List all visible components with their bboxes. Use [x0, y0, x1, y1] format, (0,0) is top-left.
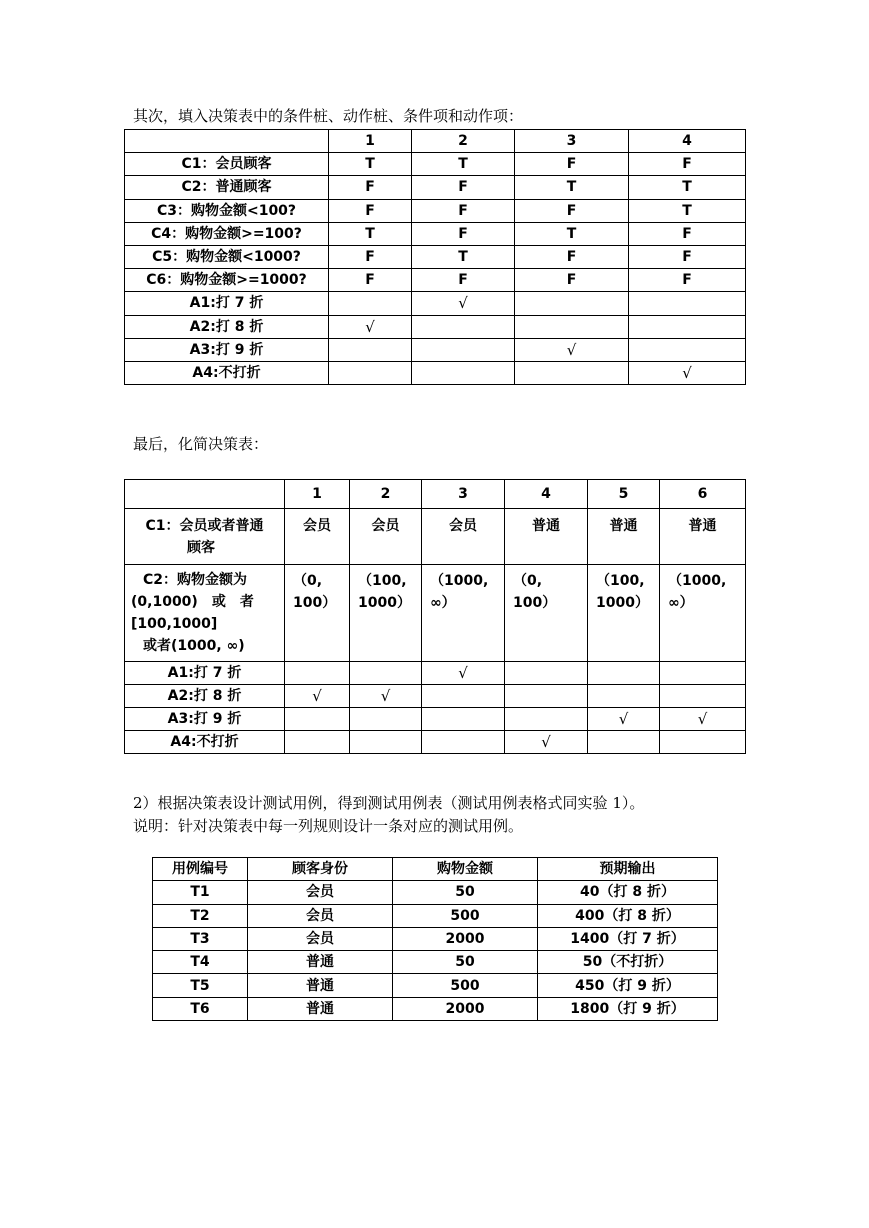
c2-value-cell: [350, 565, 422, 662]
value-cell: [515, 315, 629, 338]
table-row: [153, 904, 718, 927]
c2-value-cell: [285, 565, 350, 662]
value-cell: 400（打 8 折）: [538, 904, 718, 927]
value-cell: T: [329, 153, 412, 176]
value-cell: T: [329, 222, 412, 245]
c2-value-line: ∞）: [430, 595, 456, 611]
value-cell: [660, 662, 746, 685]
value-cell: [505, 708, 588, 731]
row-label-cell: A3:打 9 折: [125, 338, 329, 361]
c2-value-line: 1000）: [358, 595, 411, 611]
value-cell: T: [629, 176, 746, 199]
value-cell: √: [350, 685, 422, 708]
value-cell: √: [515, 338, 629, 361]
header-cell: 6: [660, 480, 746, 509]
table-row: [125, 176, 746, 199]
table-header-row: [153, 858, 718, 881]
value-cell: 1800（打 9 折）: [538, 997, 718, 1020]
value-cell: F: [329, 199, 412, 222]
value-cell: [412, 315, 515, 338]
action-label-cell: A1:打 7 折: [125, 662, 285, 685]
value-cell: F: [515, 199, 629, 222]
table-row: [153, 927, 718, 950]
value-cell: [660, 731, 746, 754]
row-label-cell: C1：会员顾客: [125, 153, 329, 176]
value-cell: F: [329, 176, 412, 199]
header-cell: 用例编号: [153, 858, 248, 881]
value-cell: F: [515, 269, 629, 292]
c2-label-line: 或者(1000, ∞): [143, 638, 245, 654]
row-label-cell: C4：购物金额>=100?: [125, 222, 329, 245]
table-row: [125, 361, 746, 384]
value-cell: 2000: [393, 997, 538, 1020]
value-cell: [412, 338, 515, 361]
c2-value-line: 100）: [293, 595, 337, 611]
action-label-cell: A4:不打折: [125, 731, 285, 754]
value-cell: F: [515, 245, 629, 268]
intro-paragraph-1: 其次，填入决策表中的条件桩、动作桩、条件项和动作项：: [133, 107, 524, 125]
value-cell: [350, 731, 422, 754]
c2-value-line: ∞）: [668, 595, 694, 611]
c1-label-line: C1：会员或者普通: [145, 518, 264, 534]
c2-value-line: （1000,: [668, 573, 727, 589]
value-cell: [350, 662, 422, 685]
value-cell: T2: [153, 904, 248, 927]
value-cell: [329, 338, 412, 361]
header-cell: 购物金额: [393, 858, 538, 881]
header-cell: 4: [629, 130, 746, 153]
table-row: [125, 708, 746, 731]
value-cell: F: [629, 153, 746, 176]
row-label-cell: A4:不打折: [125, 361, 329, 384]
c1-value-cell: 普通: [505, 509, 588, 565]
table-row: [153, 997, 718, 1020]
table-row: [153, 881, 718, 904]
row-label-cell: C6：购物金额>=1000?: [125, 269, 329, 292]
value-cell: 450（打 9 折）: [538, 974, 718, 997]
value-cell: [422, 708, 505, 731]
value-cell: T4: [153, 951, 248, 974]
action-label-cell: A3:打 9 折: [125, 708, 285, 731]
c1-label-line: 顾客: [187, 540, 215, 556]
c1-value-cell: 普通: [660, 509, 746, 565]
value-cell: F: [412, 269, 515, 292]
value-cell: T: [515, 222, 629, 245]
value-cell: [515, 361, 629, 384]
table-row: [125, 269, 746, 292]
row-label-cell: A1:打 7 折: [125, 292, 329, 315]
row-label-cell: C3：购物金额<100?: [125, 199, 329, 222]
header-cell: 3: [422, 480, 505, 509]
value-cell: √: [629, 361, 746, 384]
condition-c2-label: [125, 565, 285, 662]
c1-value-cell: 会员: [285, 509, 350, 565]
value-cell: F: [329, 269, 412, 292]
header-cell: 3: [515, 130, 629, 153]
table-row: [125, 731, 746, 754]
value-cell: F: [412, 176, 515, 199]
value-cell: 2000: [393, 927, 538, 950]
c1-value-cell: 普通: [588, 509, 660, 565]
row-label-cell: A2:打 8 折: [125, 315, 329, 338]
header-cell: 1: [329, 130, 412, 153]
value-cell: [285, 731, 350, 754]
c2-value-cell: [505, 565, 588, 662]
value-cell: √: [505, 731, 588, 754]
value-cell: [629, 292, 746, 315]
value-cell: [588, 731, 660, 754]
value-cell: [588, 662, 660, 685]
value-cell: [412, 361, 515, 384]
c1-value-cell: 会员: [350, 509, 422, 565]
value-cell: [588, 685, 660, 708]
header-cell: [125, 130, 329, 153]
value-cell: [515, 292, 629, 315]
value-cell: 会员: [248, 904, 393, 927]
value-cell: T1: [153, 881, 248, 904]
table-row: [153, 951, 718, 974]
value-cell: [629, 338, 746, 361]
c2-value-line: （0,: [293, 573, 323, 589]
value-cell: [629, 315, 746, 338]
value-cell: √: [285, 685, 350, 708]
c1-value-cell: 会员: [422, 509, 505, 565]
value-cell: T5: [153, 974, 248, 997]
value-cell: √: [660, 708, 746, 731]
header-cell: 顾客身份: [248, 858, 393, 881]
intro-paragraph-2: 最后，化简决策表：: [133, 435, 269, 453]
value-cell: 普通: [248, 974, 393, 997]
value-cell: 50（不打折）: [538, 951, 718, 974]
value-cell: 普通: [248, 997, 393, 1020]
value-cell: T: [412, 153, 515, 176]
value-cell: 40（打 8 折）: [538, 881, 718, 904]
c2-label-line: (0,1000) 或 者: [131, 594, 254, 610]
value-cell: [505, 685, 588, 708]
value-cell: F: [629, 222, 746, 245]
value-cell: √: [588, 708, 660, 731]
value-cell: T: [515, 176, 629, 199]
table-row: [125, 315, 746, 338]
value-cell: [350, 708, 422, 731]
c2-label-line: [100,1000]: [131, 616, 218, 632]
c2-value-line: 1000）: [596, 595, 649, 611]
decision-table: [124, 129, 746, 385]
value-cell: √: [329, 315, 412, 338]
value-cell: T: [412, 245, 515, 268]
value-cell: [505, 662, 588, 685]
value-cell: 50: [393, 951, 538, 974]
action-label-cell: A2:打 8 折: [125, 685, 285, 708]
c2-label-line: C2：购物金额为: [143, 572, 248, 588]
header-cell: 5: [588, 480, 660, 509]
value-cell: 1400（打 7 折）: [538, 927, 718, 950]
value-cell: [285, 662, 350, 685]
c2-value-line: （100,: [596, 573, 645, 589]
value-cell: F: [629, 245, 746, 268]
header-cell: 2: [412, 130, 515, 153]
table-row: [125, 245, 746, 268]
condition-c1-label: [125, 509, 285, 565]
c2-value-line: 100）: [513, 595, 557, 611]
c2-value-cell: [422, 565, 505, 662]
c2-value-cell: [588, 565, 660, 662]
header-cell: 1: [285, 480, 350, 509]
value-cell: [422, 685, 505, 708]
table-row: [125, 338, 746, 361]
value-cell: 普通: [248, 951, 393, 974]
row-label-cell: C5：购物金额<1000?: [125, 245, 329, 268]
value-cell: [329, 292, 412, 315]
value-cell: T6: [153, 997, 248, 1020]
value-cell: [329, 361, 412, 384]
header-cell: 预期输出: [538, 858, 718, 881]
c2-value-line: （100,: [358, 573, 407, 589]
value-cell: T3: [153, 927, 248, 950]
value-cell: F: [412, 222, 515, 245]
value-cell: √: [412, 292, 515, 315]
row-label-cell: C2：普通顾客: [125, 176, 329, 199]
simplified-decision-table: [124, 479, 746, 754]
table-row: [125, 199, 746, 222]
value-cell: [422, 731, 505, 754]
header-cell: 4: [505, 480, 588, 509]
table-header-row: [125, 130, 746, 153]
value-cell: T: [629, 199, 746, 222]
header-cell: 2: [350, 480, 422, 509]
value-cell: [660, 685, 746, 708]
test-case-table: [152, 857, 718, 1021]
table-row: [125, 662, 746, 685]
value-cell: [285, 708, 350, 731]
table-row: [125, 153, 746, 176]
table-row: [125, 685, 746, 708]
value-cell: 50: [393, 881, 538, 904]
table-row: [153, 974, 718, 997]
value-cell: 500: [393, 974, 538, 997]
intro-paragraph-4: 说明：针对决策表中每一列规则设计一条对应的测试用例。: [133, 817, 524, 835]
value-cell: 会员: [248, 927, 393, 950]
c2-value-line: （0,: [513, 573, 543, 589]
table-row: [125, 222, 746, 245]
value-cell: √: [422, 662, 505, 685]
value-cell: 500: [393, 904, 538, 927]
value-cell: F: [412, 199, 515, 222]
c2-value-line: （1000,: [430, 573, 489, 589]
intro-paragraph-3: 2）根据决策表设计测试用例，得到测试用例表（测试用例表格式同实验 1）。: [133, 794, 645, 812]
table-row: [125, 292, 746, 315]
c2-value-cell: [660, 565, 746, 662]
value-cell: F: [629, 269, 746, 292]
header-cell: [125, 480, 285, 509]
value-cell: 会员: [248, 881, 393, 904]
value-cell: F: [329, 245, 412, 268]
value-cell: F: [515, 153, 629, 176]
